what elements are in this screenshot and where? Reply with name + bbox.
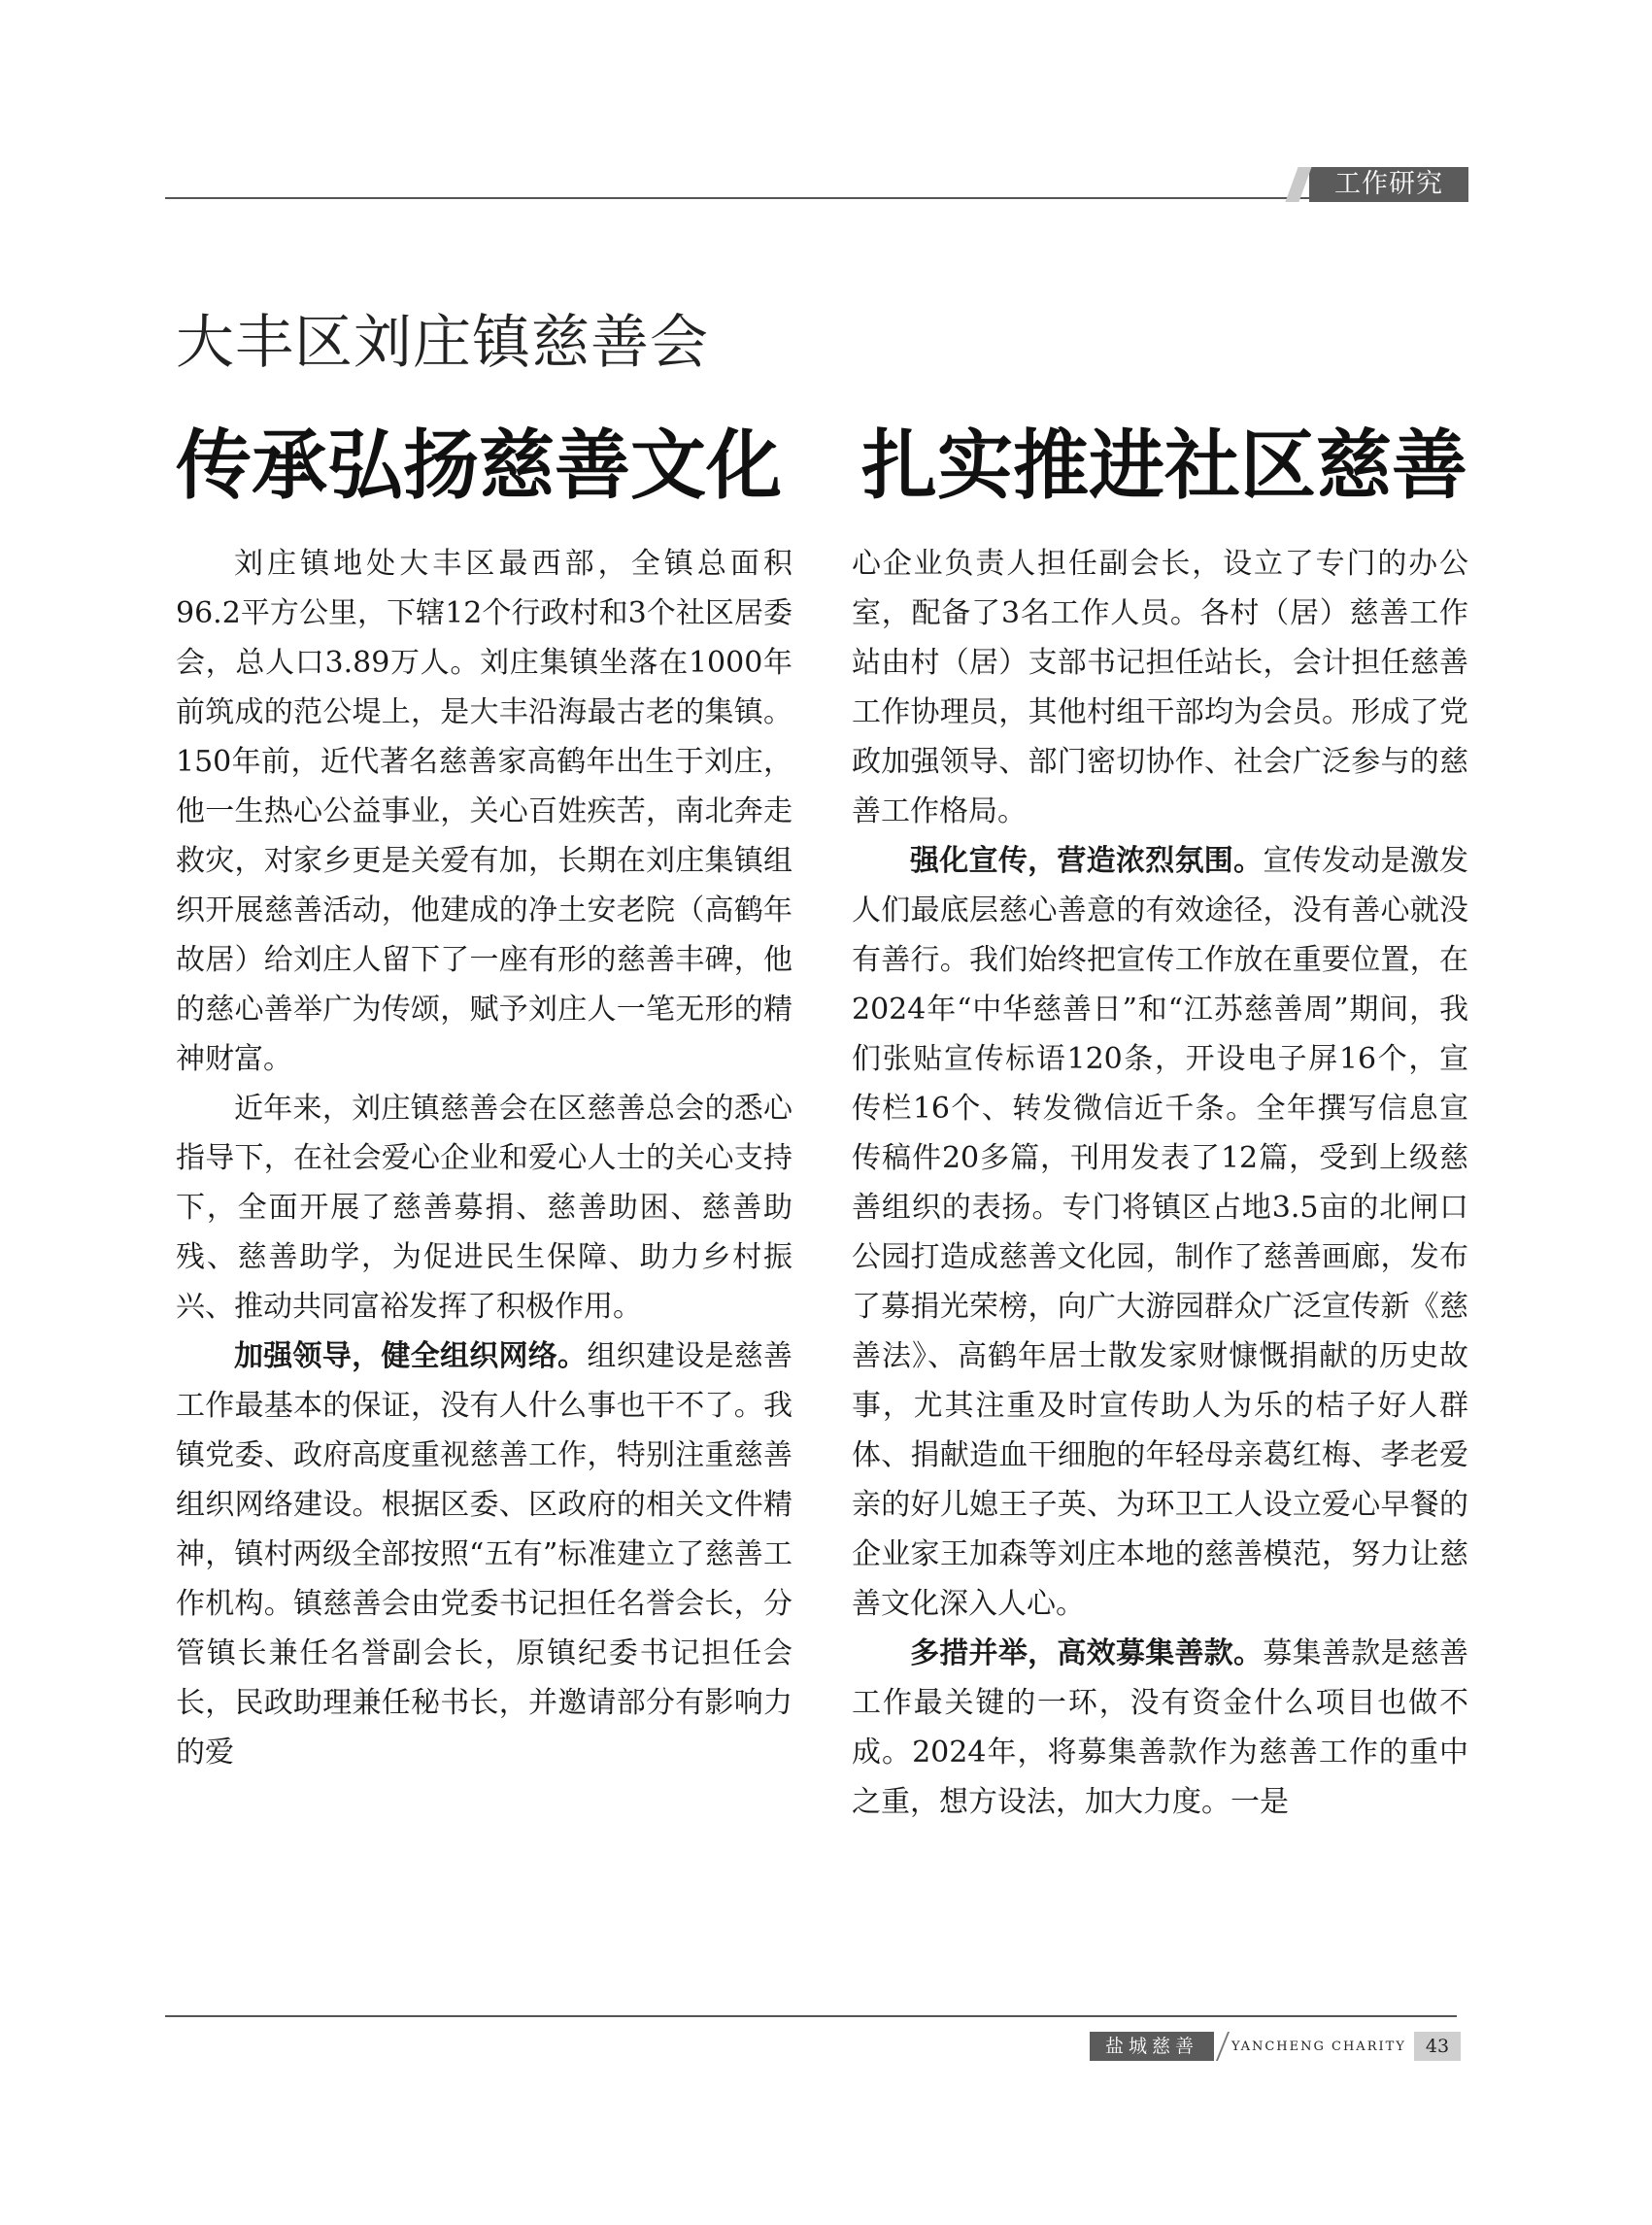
headline-part-2: 扎实推进社区慈善: [861, 421, 1468, 510]
paragraph-text: 募集善款是慈善工作最关键的一环，没有资金什么项目也做不成。2024年，将募集善款作为慈善工作的重中之重，想方设法，加大力度。一是: [852, 1636, 1469, 1819]
headline-part-1: 传承弘扬慈善文化: [176, 421, 783, 510]
page-number: 43: [1414, 2032, 1461, 2061]
paragraph: 近年来，刘庄镇慈善会在区慈善总会的悉心指导下，在社会爱心企业和爱心人士的关心支持下，全面开展了慈善募捐、慈善助困、慈善助残、慈善助学，为促进民生保障、助力乡村振兴、推动共同富裕发挥了积极作用。: [176, 1092, 792, 1324]
paragraph-text: 组织建设是慈善工作最基本的保证，没有人什么事也干不了。我镇党委、政府高度重视慈善工作，特别注重慈善组织网络建设。根据区委、区政府的相关文件精神，镇村两级全部按照“五有”标准建立了慈善工作机构。镇慈善会由党委书记担任名誉会长，分管镇长兼任名誉副会长，原镇纪委书记担任会长，民政助理兼任秘书长，并邀请部分有影响力的爱: [176, 1339, 793, 1770]
section-label: 工作研究: [1309, 167, 1468, 202]
header-rule: [165, 197, 1457, 199]
footer-divider: [1216, 2032, 1230, 2061]
magazine-name-cn: 盐城慈善: [1090, 2032, 1214, 2061]
paragraph: [852, 1629, 1468, 1827]
paragraph: [852, 836, 1468, 1629]
paragraph: 刘庄镇地处大丰区最西部，全镇总面积96.2平方公里，下辖12个行政村和3个社区居委会，总人口3.89万人。刘庄集镇坐落在1000年前筑成的范公堤上，是大丰沿海最古老的集镇。150年前，近代著名慈善家高鹤年出生于刘庄，他一生热心公益事业，关心百姓疾苦，南北奔走救灾，对家乡更是关爱有加，长期在刘庄集镇组织开展慈善活动，他建成的净土安老院（高鹤年故居）给刘庄人留下了一座有形的慈善丰碑，他的慈心善举广为传颂，赋予刘庄人一笔无形的精神财富。: [176, 547, 792, 1076]
article-kicker: 大丰区刘庄镇慈善会: [176, 309, 709, 377]
paragraph-continued: 心企业负责人担任副会长，设立了专门的办公室，配备了3名工作人员。各村（居）慈善工作站由村（居）支部书记担任站长，会计担任慈善工作协理员，其他村组干部均为会员。形成了党政加强领导、部门密切协作、社会广泛参与的慈善工作格局。: [852, 547, 1468, 828]
right-column: [852, 539, 1468, 1827]
section-tab-slant: [1285, 167, 1311, 202]
magazine-name-en: YANCHENG CHARITY: [1231, 2039, 1406, 2054]
paragraph-lead: 加强领导，健全组织网络。: [234, 1339, 588, 1373]
article-headline: [176, 422, 1467, 510]
paragraph: [176, 1332, 792, 1777]
section-tab: [1292, 167, 1468, 202]
paragraph-lead: 强化宣传，营造浓烈氛围。: [910, 844, 1264, 878]
left-column: [176, 539, 792, 1777]
page-footer: [1090, 2032, 1461, 2061]
paragraph-text: 宣传发动是激发人们最底层慈心善意的有效途径，没有善心就没有善行。我们始终把宣传工作放在重要位置，在2024年“中华慈善日”和“江苏慈善周”期间，我们张贴宣传标语120条，开设电子屏16个，宣传栏16个、转发微信近千条。全年撰写信息宣传稿件20多篇，刊用发表了12篇，受到上级慈善组织的表扬。专门将镇区占地3.5亩的北闸口公园打造成慈善文化园，制作了慈善画廊，发布了募捐光荣榜，向广大游园群众广泛宣传新《慈善法》、高鹤年居士散发家财慷慨捐献的历史故事，尤其注重及时宣传助人为乐的桔子好人群体、捐献造血干细胞的年轻母亲葛红梅、孝老爱亲的好儿媳王子英、为环卫工人设立爱心早餐的企业家王加森等刘庄本地的慈善模范，努力让慈善文化深入人心。: [852, 844, 1469, 1621]
footer-rule: [165, 2015, 1457, 2017]
paragraph-lead: 多措并举，高效募集善款。: [910, 1636, 1264, 1670]
